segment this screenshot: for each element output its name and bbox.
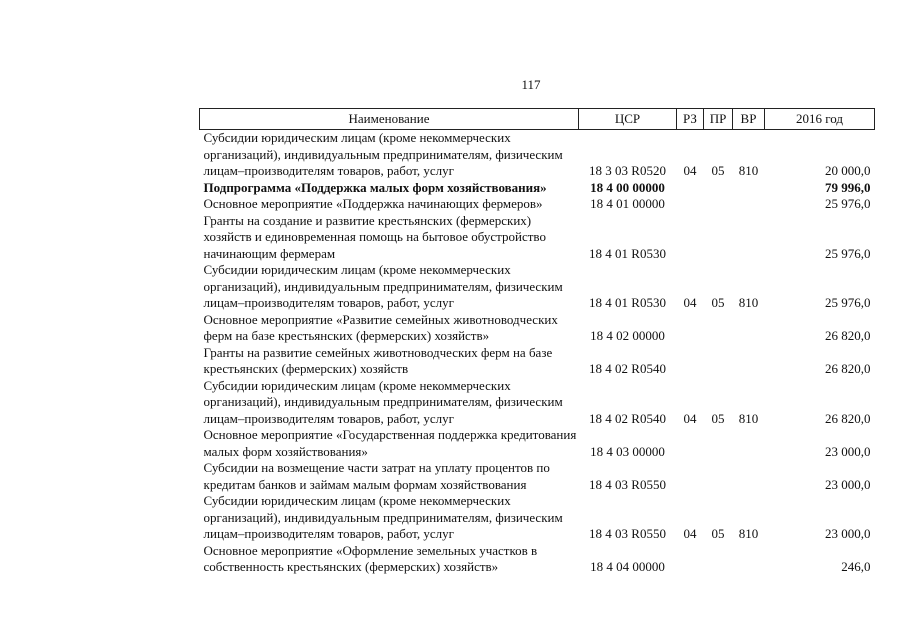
row-amount: 79 996,0 [825, 179, 871, 195]
table-row [200, 262, 875, 312]
table-row [200, 378, 875, 428]
row-vr: 810 [738, 526, 759, 541]
row-pr: 05 [711, 410, 725, 426]
row-csr: 18 4 03 R0550 [589, 476, 666, 492]
table-row [200, 312, 875, 345]
table-row [200, 130, 875, 180]
row-vr [733, 180, 765, 197]
row-name: Основное мероприятие «Развитие семейных животноводческих ферм на базе крестьянских (фермерских) хозяйств» [203, 311, 558, 343]
row-csr: 18 3 03 R0520 [589, 163, 666, 178]
row-amount: 25 976,0 [825, 295, 871, 310]
table-row [200, 345, 875, 378]
row-vr [733, 543, 765, 576]
row-name: Основное мероприятие «Государственная поддержка кредитования малых форм хозяйствования» [203, 427, 577, 459]
row-name: Субсидии юридическим лицам (кроме некоммерческих организаций), индивидуальным предпринимателям, физическим лицам–производителям товаров, работ, услуг [203, 130, 563, 178]
row-rz [677, 196, 704, 213]
row-pr [704, 213, 733, 263]
row-name: Субсидии юридическим лицам (кроме некоммерческих организаций), индивидуальным предпринимателям, физическим лицам–производителям товаров, работ, услуг [203, 377, 563, 426]
row-pr [704, 196, 733, 213]
row-rz [677, 460, 704, 493]
row-pr [704, 312, 733, 345]
header-rz: РЗ [677, 109, 704, 130]
row-csr: 18 4 01 00000 [590, 196, 665, 211]
row-vr: 810 [738, 163, 759, 178]
row-name: Гранты на создание и развитие крестьянских (фермерских) хозяйств и единовременная помощь на бытовое обустройство начинающим фермерам [203, 212, 546, 261]
row-csr: 18 4 02 00000 [590, 328, 665, 343]
page-number: 117 [521, 77, 541, 92]
row-vr [733, 312, 765, 345]
table-row [200, 196, 875, 213]
row-pr [704, 427, 733, 460]
row-pr [704, 460, 733, 493]
row-pr [704, 543, 733, 576]
table-header-row [200, 109, 875, 130]
row-csr: 18 4 01 R0530 [589, 295, 666, 310]
row-vr [733, 345, 765, 378]
table-row [200, 427, 875, 460]
row-csr: 18 4 01 R0530 [589, 245, 666, 261]
row-rz: 04 [683, 410, 697, 426]
row-csr: 18 4 02 R0540 [589, 361, 666, 376]
row-csr: 18 4 02 R0540 [589, 410, 666, 426]
header-year: 2016 год [765, 109, 875, 130]
header-name: Наименование [200, 109, 579, 130]
table-row [200, 460, 875, 493]
row-pr [704, 345, 733, 378]
row-vr: 810 [738, 295, 759, 310]
row-amount: 23 000,0 [825, 476, 871, 492]
table-row [200, 213, 875, 263]
row-rz: 04 [683, 163, 697, 178]
row-vr [733, 213, 765, 263]
row-rz [677, 543, 704, 576]
row-rz [677, 345, 704, 378]
table-row [200, 493, 875, 543]
header-csr: ЦСР [579, 109, 677, 130]
row-amount: 23 000,0 [825, 443, 871, 459]
table-body [200, 130, 875, 576]
row-amount: 25 976,0 [825, 245, 871, 261]
budget-table [199, 108, 875, 576]
row-vr [733, 196, 765, 213]
row-rz: 04 [683, 526, 697, 541]
row-csr: 18 4 03 00000 [590, 443, 665, 459]
row-vr [733, 427, 765, 460]
row-amount: 26 820,0 [825, 361, 871, 376]
row-csr: 18 4 04 00000 [590, 559, 665, 574]
row-rz [677, 213, 704, 263]
row-amount: 26 820,0 [825, 328, 871, 343]
row-amount: 246,0 [841, 559, 871, 574]
row-rz [677, 180, 704, 197]
row-vr [733, 460, 765, 493]
row-name: Основное мероприятие «Оформление земельных участков в собственность крестьянских (фермерских) хозяйств» [203, 542, 538, 574]
row-rz: 04 [683, 295, 697, 310]
row-amount: 26 820,0 [825, 410, 871, 426]
header-vr: ВР [733, 109, 765, 130]
row-csr: 18 4 00 00000 [590, 179, 665, 195]
row-pr: 05 [711, 163, 725, 178]
row-csr: 18 4 03 R0550 [589, 526, 666, 541]
header-pr: ПР [704, 109, 733, 130]
row-name: Субсидии на возмещение части затрат на уплату процентов по кредитам банков и займам малым формам хозяйствования [203, 460, 550, 492]
row-name: Субсидии юридическим лицам (кроме некоммерческих организаций), индивидуальным предпринимателям, физическим лицам–производителям товаров, работ, услуг [203, 262, 563, 310]
table-row [200, 543, 875, 576]
row-name: Субсидии юридическим лицам (кроме некоммерческих организаций), индивидуальным предпринимателям, физическим лицам–производителям товаров, работ, услуг [203, 493, 563, 541]
row-name: Гранты на развитие семейных животноводческих ферм на базе крестьянских (фермерских) хозяйств [203, 344, 553, 376]
row-rz [677, 312, 704, 345]
row-pr [704, 180, 733, 197]
row-amount: 20 000,0 [825, 163, 871, 178]
row-rz [677, 427, 704, 460]
row-vr: 810 [738, 410, 759, 426]
table-row [200, 180, 875, 197]
row-amount: 25 976,0 [825, 196, 871, 211]
row-name: Основное мероприятие «Поддержка начинающих фермеров» [203, 196, 543, 211]
row-pr: 05 [711, 295, 725, 310]
row-pr: 05 [711, 526, 725, 541]
row-amount: 23 000,0 [825, 526, 871, 541]
row-name: Подпрограмма «Поддержка малых форм хозяйствования» [203, 179, 547, 195]
